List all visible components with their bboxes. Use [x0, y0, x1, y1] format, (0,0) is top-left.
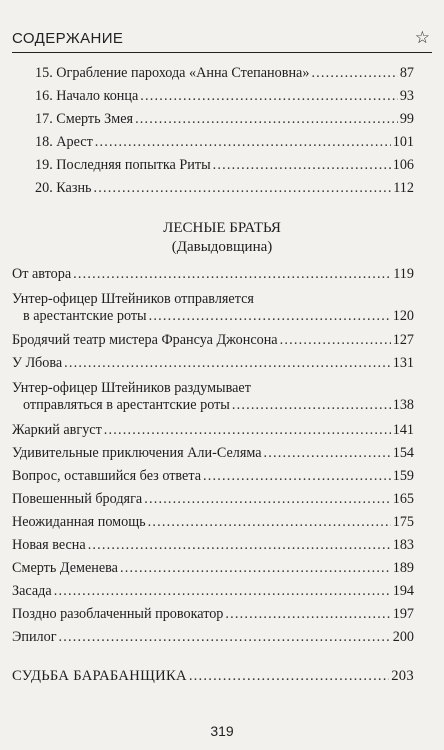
dot-leader	[64, 355, 391, 372]
dot-leader	[94, 180, 392, 197]
toc-entry-title: Повешенный бродяга	[12, 491, 143, 507]
toc-entry-title: 19. Последняя попытка Риты	[35, 157, 211, 173]
toc-entry-page: 194	[392, 583, 414, 599]
toc-entry[interactable]	[12, 491, 414, 508]
toc-entry[interactable]	[35, 134, 414, 151]
toc-entry-page: 106	[392, 157, 414, 173]
toc-entry-title: 20. Казнь	[35, 180, 92, 196]
section-title: ЛЕСНЫЕ БРАТЬЯ	[163, 220, 281, 236]
dot-leader	[280, 332, 391, 349]
toc-entry-title: Бродячий театр мистера Франсуа Джонсона	[12, 332, 278, 348]
toc-entry[interactable]	[12, 514, 414, 531]
toc-entry[interactable]	[12, 266, 414, 283]
dot-leader	[54, 583, 391, 600]
toc-entry[interactable]	[12, 422, 414, 439]
dot-leader	[88, 537, 391, 554]
toc-entry[interactable]	[12, 380, 414, 414]
toc-entry-title: У Лбова	[12, 355, 63, 371]
toc-entry-page: 112	[393, 180, 414, 196]
toc-entry-page: 165	[392, 491, 414, 507]
toc-entry-title: От автора	[12, 266, 72, 282]
toc-entry-title: Новая весна	[12, 537, 86, 553]
toc-entry-title: Удивительные приключения Али-Селяма	[12, 445, 262, 461]
toc-entry-title: Неожиданная помощь	[12, 514, 146, 530]
toc-entry-title: Эпилог	[12, 629, 57, 645]
toc-entry[interactable]	[12, 560, 414, 577]
page-number: 319	[210, 723, 234, 739]
dot-leader	[203, 468, 391, 485]
dot-leader	[104, 422, 391, 439]
toc-entry-title: в арестантские роты	[23, 308, 147, 324]
toc-entry-title: 17. Смерть Змея	[35, 111, 134, 127]
toc-entry-page: 197	[392, 606, 414, 622]
toc-entry-title: Поздно разоблаченный провокатор	[12, 606, 224, 622]
toc-entry-page: 87	[399, 65, 414, 81]
toc-entry-title: СУДЬБА БАРАБАНЩИКА	[12, 668, 187, 684]
header-title: СОДЕРЖАНИЕ	[12, 30, 124, 47]
dot-leader	[73, 266, 391, 283]
dot-leader	[225, 606, 390, 623]
toc-entry-title-line1: Унтер-офицер Штейников раздумывает	[12, 380, 251, 396]
toc-entry-title: Жаркий август	[12, 422, 102, 438]
dot-leader	[148, 514, 391, 531]
toc-entry[interactable]	[35, 88, 414, 105]
toc-entry-page: 127	[392, 332, 414, 348]
toc-entry-page: 101	[392, 134, 414, 150]
toc-entry-title: 16. Начало конца	[35, 88, 139, 104]
toc-entry-page: 183	[392, 537, 414, 553]
dot-leader	[311, 65, 397, 82]
toc-entry[interactable]	[12, 332, 414, 349]
toc-entry[interactable]	[35, 180, 414, 197]
toc-entry-title: отправляться в арестантские роты	[23, 397, 230, 413]
toc-entry-page: 131	[392, 355, 414, 371]
toc-entry-page: 189	[392, 560, 414, 576]
dot-leader	[144, 491, 391, 508]
toc-entry[interactable]	[12, 629, 414, 646]
toc-entry-page: 120	[392, 308, 414, 324]
dot-leader	[189, 668, 389, 685]
toc-entry-page: 141	[392, 422, 414, 438]
dot-leader	[149, 308, 391, 325]
toc-entry-page: 93	[399, 88, 414, 104]
toc-entry[interactable]	[12, 537, 414, 554]
toc-entry[interactable]	[12, 468, 414, 485]
toc-entry-page: 203	[391, 668, 414, 684]
toc-entry[interactable]	[12, 355, 414, 372]
toc-entry-title: 15. Ограбление парохода «Анна Степановна»	[35, 65, 310, 81]
toc-entry-title: Засада	[12, 583, 52, 599]
star-outline-icon: ☆	[414, 28, 430, 48]
dot-leader	[232, 397, 391, 414]
dot-leader	[140, 88, 398, 105]
dot-leader	[59, 629, 391, 646]
toc-entry-page: 200	[392, 629, 414, 645]
toc-entry-title-line1: Унтер-офицер Штейников отправляется	[12, 291, 254, 307]
dot-leader	[95, 134, 391, 151]
toc-entry-title: 18. Арест	[35, 134, 93, 150]
toc-entry[interactable]	[12, 583, 414, 600]
toc-entry[interactable]	[35, 111, 414, 128]
toc-entry-title: Смерть Деменева	[12, 560, 118, 576]
toc-entry[interactable]	[12, 291, 414, 325]
toc-entry[interactable]	[12, 445, 414, 462]
dot-leader	[213, 157, 391, 174]
dot-leader	[120, 560, 391, 577]
toc-entry[interactable]	[12, 668, 414, 685]
dot-leader	[264, 445, 391, 462]
toc-entry[interactable]	[35, 157, 414, 174]
section-subtitle: (Давыдовщина)	[171, 239, 273, 255]
toc-entry-page: 99	[399, 111, 414, 127]
toc-entry-page: 138	[392, 397, 414, 413]
toc-entry[interactable]	[35, 65, 414, 82]
toc-entry-page: 159	[392, 468, 414, 484]
dot-leader	[135, 111, 398, 128]
toc-entry-page: 154	[392, 445, 414, 461]
toc-entry[interactable]	[12, 606, 414, 623]
toc-entry-title: Вопрос, оставшийся без ответа	[12, 468, 202, 484]
toc-entry-page: 119	[393, 266, 414, 282]
toc-entry-page: 175	[392, 514, 414, 530]
